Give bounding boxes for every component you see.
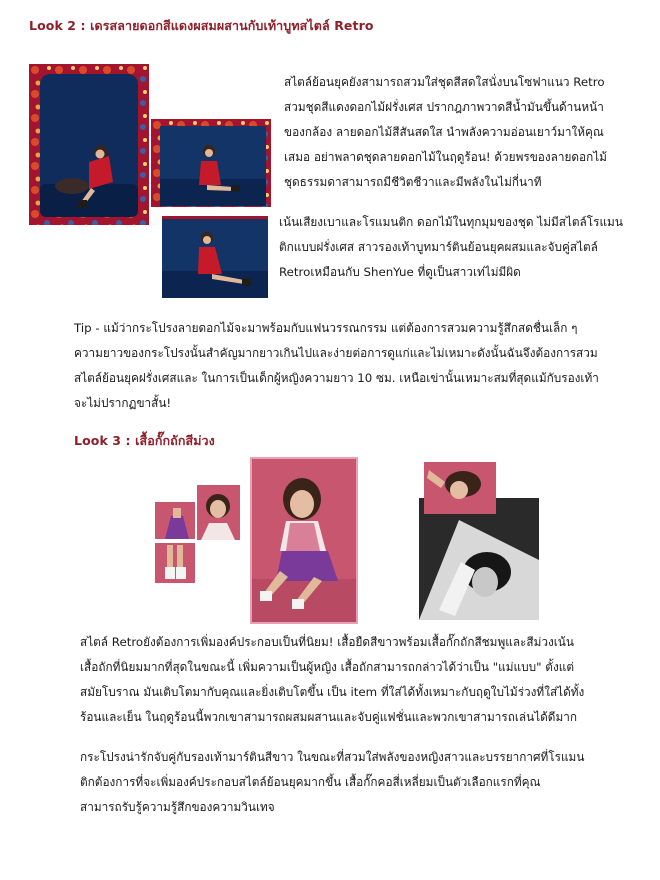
look2-paragraph-1 [284, 70, 607, 195]
look2-paragraph-2 [279, 210, 623, 285]
photo-look2-large [29, 64, 149, 225]
text-line: ร้อนและเย็น ในฤดูร้อนนี้พวกเขาสามารถผสมผสานและจับคู่แฟชั่นและพวกเขาสามารถเล่นได้ดีมาก [80, 710, 577, 724]
text-line: สไตล์ย้อนยุคฝรั่งเศสและ ในการเป็นเด็กผู้หญิงความยาว 10 ซม. เหนือเข่านั้นเหมาะสมที่สุดแม้กับรองเท้า [74, 371, 599, 385]
photo-look2-bottom [162, 216, 268, 298]
text-line: สมัยโบราณ มันเติบโตมากับคุณและยิ่งเติบโตขึ้น เป็น item ที่ใส่ได้ทั้งเหมาะกับฤดูใบไม้ร่วงที่ใส่ได้ทั้ง [80, 685, 585, 699]
photo-look3-small-1 [155, 502, 195, 539]
look2-heading: Look 2 : เดรสลายดอกสีแดงผสมผสานกับเท้าบูทสไตล์ Retro [29, 18, 374, 33]
tip-paragraph [74, 316, 599, 416]
photo-look3-right [419, 460, 539, 620]
look3-paragraph-2 [80, 745, 584, 820]
text-line: สไตล์ Retroยังต้องการเพิ่มองค์ประกอบเป็นที่นิยม! เสื้อยืดสีขาวพร้อมเสื้อกั๊กถักสีชมพูและสีม่วงเน้น [80, 635, 574, 649]
text-line: กระโปรงน่ารักจับคู่กับรองเท้ามาร์ตินสีขาว ในขณะที่สวมใส่พลังของหญิงสาวและบรรยากาศที่โรแมน [80, 750, 585, 764]
text-line: จะไม่ปรากฏขาสั้น! [74, 396, 172, 410]
look3-paragraph-1 [80, 630, 584, 730]
text-line: ติกแบบฝรั่งเศส สาวรองเท้าบูทมาร์ตินย้อนยุคผสมและจับคู่สไตล์ [279, 240, 598, 254]
photo-look3-small-2 [197, 485, 240, 540]
text-line: Tip - แม้ว่ากระโปรงลายดอกไม้จะมาพร้อมกับแฟนวรรณกรรม แต่ต้องการสวมความรู้สึกสดชื่นเล็ก ๆ [74, 321, 578, 335]
text-line: สวมชุดสีแดงดอกไม้ฝรั่งเศส ปรากฎภาพวาดสีน้ำมันขึ้นด้านหน้า [284, 100, 604, 114]
text-line: เสื้อถักที่นิยมมากที่สุดในขณะนี้ เพิ่มความเป็นผู้หญิง เสื้อถักสามารถกล่าวได้ว่าเป็น "แม่แบบ" ตั้งแต่ [80, 660, 574, 674]
text-line: Retroเหมือนกับ ShenYue ที่ดูเป็นสาวเท่ไม่มีผิด [279, 265, 521, 279]
text-line: เสมอ อย่าพลาดชุดลายดอกไม้ในฤดูร้อน! ด้วยพรของลายดอกไม้ [284, 150, 607, 164]
photo-look3-main [250, 457, 358, 624]
look3-heading: Look 3 : เสื้อกั๊กถักสีม่วง [74, 433, 215, 448]
text-line: ความยาวของกระโปรงนั้นสำคัญมากยาวเกินไปและง่ายต่อการดูแก่และไม่เหมาะดังนั้นฉันจึงต้องการสวม [74, 346, 598, 360]
photo-look2-top [151, 119, 271, 207]
text-line: สไตล์ย้อนยุคยังสามารถสวมใส่ชุดสีสดใสนั่งบนโซฟาแนว Retro [284, 75, 605, 89]
photo-look3-small-3 [155, 543, 195, 583]
text-line: เน้นเสียงเบาและโรแมนติก ดอกไม้ในทุกมุมของชุด ไม่มีสไตล์โรแมน [279, 215, 623, 229]
text-line: ติกต้องการที่จะเพิ่มองค์ประกอบสไตล์ย้อนยุคมากขึ้น เสื้อกั๊กคอสี่เหลี่ยมเป็นตัวเลือกแรกที่คุณ [80, 775, 541, 789]
text-line: ชุดธรรมดาสามารถมีชีวิตชีวาและมีพลังในไม่กี่นาที [284, 175, 542, 189]
text-line: ของกล้อง ลายดอกไม้สีสันสดใส นำพลังความอ่อนเยาว์มาให้คุณ [284, 125, 604, 139]
text-line: สามารถรับรู้ความรู้สึกของความวินเทจ [80, 800, 275, 814]
